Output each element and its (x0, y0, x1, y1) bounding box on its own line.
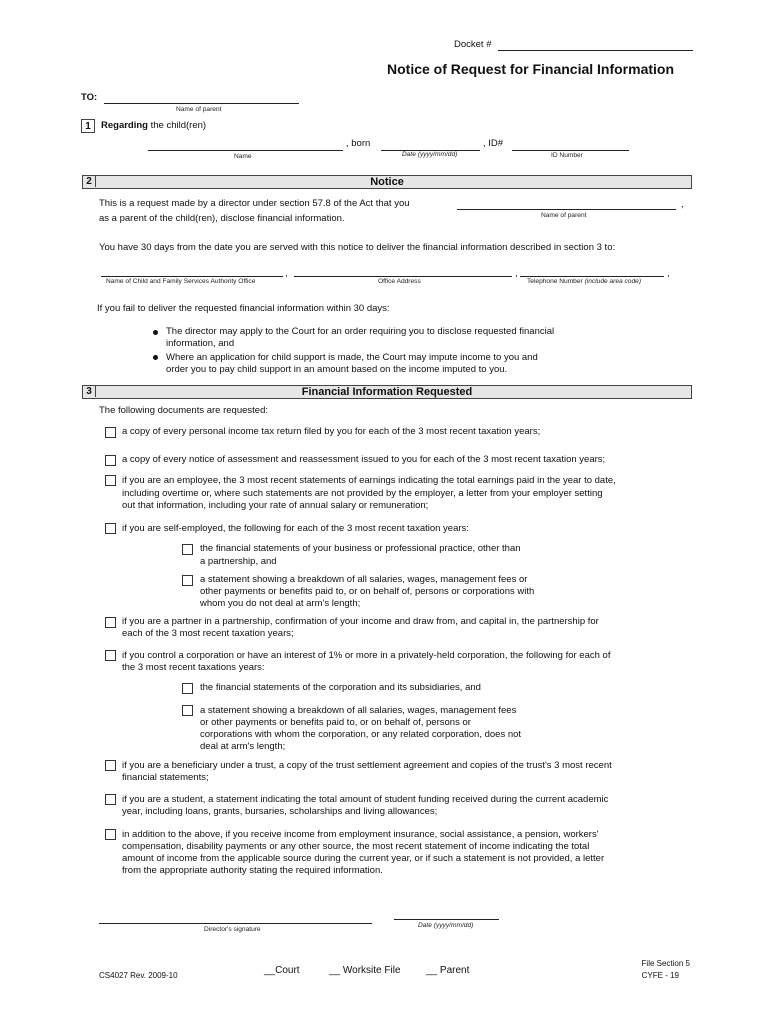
self-employed-checkbox[interactable] (105, 523, 116, 534)
corp-breakdown-checkbox[interactable] (182, 705, 193, 716)
to-label: TO: (81, 92, 98, 103)
signature-date-caption: Date (yyyy/mm/dd) (418, 922, 474, 929)
student-checkbox[interactable] (105, 794, 116, 805)
item-tax-return: a copy of every personal income tax return filed by you for each of the 3 most recent taxation years; (122, 426, 541, 437)
id-number-caption: ID Number (551, 152, 583, 159)
business-statements-checkbox[interactable] (182, 544, 193, 555)
notice-line-2: as a parent of the child(ren), disclose financial information. (99, 213, 345, 224)
self-breakdown-checkbox[interactable] (182, 575, 193, 586)
item-other-line-3: amount of income from the applicable source during the current year, or if such a statement is not provided, a letter (122, 853, 605, 864)
telephone-field[interactable] (520, 276, 664, 277)
docket-field[interactable] (498, 50, 693, 51)
tax-return-checkbox[interactable] (105, 427, 116, 438)
item-corporation-line-2: the 3 most recent taxations years: (122, 662, 265, 673)
sub-self-2-line-1: a statement showing a breakdown of all salaries, wages, management fees or (200, 574, 528, 585)
corp-statements-checkbox[interactable] (182, 683, 193, 694)
regarding-text (101, 120, 206, 133)
notice-line-1: This is a request made by a director under section 57.8 of the Act that you (99, 198, 410, 209)
item-partner-line-2: each of the 3 most recent taxation years; (122, 628, 294, 639)
item-trust-line-1: if you are a beneficiary under a trust, a copy of the trust settlement agreement and copies of the trust's 3 most recent (122, 760, 612, 771)
section-3-number: 3 (83, 385, 96, 397)
item-employee-line-2: including overtime or, where such statements are not provided by the employer, a letter from your employer setting (122, 488, 603, 499)
item-self-employed: if you are self-employed, the following for each of the 3 most recent taxation years: (122, 523, 469, 534)
sub-corp-2-line-3: corporations with whom the corporation, or any related corporation, does not (200, 729, 522, 740)
signature-date-field[interactable] (394, 919, 499, 920)
office-comma: , (285, 268, 288, 279)
sub-self-1-line-1: the financial statements of your business or professional practice, other than (200, 543, 521, 554)
item-other-line-4: from the appropriate authority stating the required information. (122, 865, 383, 876)
corporation-checkbox[interactable] (105, 650, 116, 661)
parent-name-field[interactable] (104, 103, 299, 104)
bullet-2-line-2: order you to pay child support in an amount based on the income imputed to you. (166, 364, 508, 375)
bullet-1-line-2: information, and (166, 338, 235, 349)
item-employee-line-1: if you are an employee, the 3 most recent statements of earnings indicating the total earnings paid in the year to date, (122, 475, 616, 486)
office-name-caption: Name of Child and Family Services Authority Office (106, 278, 256, 285)
phone-comma: , (667, 268, 670, 279)
telephone-caption (527, 278, 641, 286)
sub-corp-2-line-2: or other payments or benefits paid to, or on behalf of, persons or (200, 717, 471, 728)
notice-parent-field[interactable] (457, 209, 676, 210)
office-name-field[interactable] (101, 276, 283, 277)
telephone-caption-main: Telephone Number (527, 278, 583, 285)
employee-checkbox[interactable] (105, 475, 116, 486)
requested-intro: The following documents are requested: (99, 405, 268, 416)
signature-caption: Director's signature (204, 926, 261, 933)
notice-parent-caption: Name of parent (541, 212, 587, 219)
sub-self-1-line-2: a partnership, and (200, 556, 277, 567)
item-student-line-1: if you are a student, a statement indicating the total amount of student funding received during the current academic (122, 794, 609, 805)
regarding-rest: the child(ren) (147, 120, 207, 131)
bullet-icon (153, 330, 158, 335)
section-3-title: Financial Information Requested (301, 386, 473, 398)
assessment-checkbox[interactable] (105, 455, 116, 466)
item-trust-line-2: financial statements; (122, 772, 209, 783)
section-2-number: 2 (83, 175, 96, 187)
section-2-title: Notice (370, 176, 404, 188)
trust-checkbox[interactable] (105, 760, 116, 771)
id-number-field[interactable] (512, 150, 629, 151)
regarding-bold: Regarding (101, 120, 148, 131)
office-address-caption: Office Address (378, 278, 421, 285)
other-income-checkbox[interactable] (105, 829, 116, 840)
item-other-line-1: in addition to the above, if you receive income from employment insurance, social assistance, a pension, workers' (122, 829, 599, 840)
child-name-caption: Name (234, 153, 252, 160)
form-code: CS4027 Rev. 2009-10 (99, 971, 178, 980)
copy-court: __Court (264, 965, 300, 976)
bullet-2-line-1: Where an application for child support is made, the Court may impute income to you and (166, 352, 538, 363)
file-section: File Section 5 (641, 959, 690, 968)
copy-parent: __ Parent (426, 965, 470, 976)
sub-self-2-line-3: whom you do not deal at arm's length; (200, 598, 361, 609)
section-3-header (82, 385, 692, 399)
sub-corp-2-line-1: a statement showing a breakdown of all salaries, wages, management fees (200, 705, 517, 716)
item-corporation-line-1: if you control a corporation or have an interest of 1% or more in a privately-held corporation, the following for each of (122, 650, 611, 661)
fail-text: If you fail to deliver the requested financial information within 30 days: (97, 303, 390, 314)
cyfe-code: CYFE - 19 (641, 971, 679, 980)
director-signature-field[interactable] (99, 923, 372, 924)
docket-label: Docket # (454, 39, 492, 50)
date-caption: Date (yyyy/mm/dd) (402, 151, 458, 158)
partner-checkbox[interactable] (105, 617, 116, 628)
item-student-line-2: year, including loans, grants, bursaries, scholarships and living allowances; (122, 806, 438, 817)
copy-worksite-file: __ Worksite File (329, 965, 401, 976)
deliver-text: You have 30 days from the date you are served with this notice to deliver the financial information described in section 3 to: (99, 242, 616, 253)
item-employee-line-3: out that information, including your rate of annual salary or remuneration; (122, 500, 429, 511)
item-assessment: a copy of every notice of assessment and reassessment issued to you for each of the 3 most recent taxation years; (122, 454, 606, 465)
office-address-field[interactable] (294, 276, 512, 277)
page-title: Notice of Request for Financial Information (387, 61, 675, 77)
id-label: , ID# (483, 138, 504, 149)
born-label: , born (346, 138, 371, 149)
name-of-parent-caption: Name of parent (176, 106, 222, 113)
sub-corp-1-line-1: the financial statements of the corporation and its subsidiaries, and (200, 682, 481, 693)
bullet-1-line-1: The director may apply to the Court for an order requiring you to disclose requested financial (166, 326, 555, 337)
section-2-header (82, 175, 692, 189)
bullet-icon (153, 355, 158, 360)
child-name-field[interactable] (148, 150, 343, 151)
item-other-line-2: compensation, disability payments or any other source, the most recent statement of income indicating the total (122, 841, 590, 852)
sub-self-2-line-2: other payments or benefits paid to, or on behalf of, persons or corporations with (200, 586, 535, 597)
item-partner-line-1: if you are a partner in a partnership, confirmation of your income and draw from, and capital in, the partnership for (122, 616, 599, 627)
sub-corp-2-line-4: deal at arm's length; (200, 741, 286, 752)
section-1-number: 1 (81, 119, 95, 133)
telephone-caption-note: (include area code) (584, 278, 642, 285)
notice-comma: , (681, 199, 684, 210)
address-comma: , (515, 268, 518, 279)
